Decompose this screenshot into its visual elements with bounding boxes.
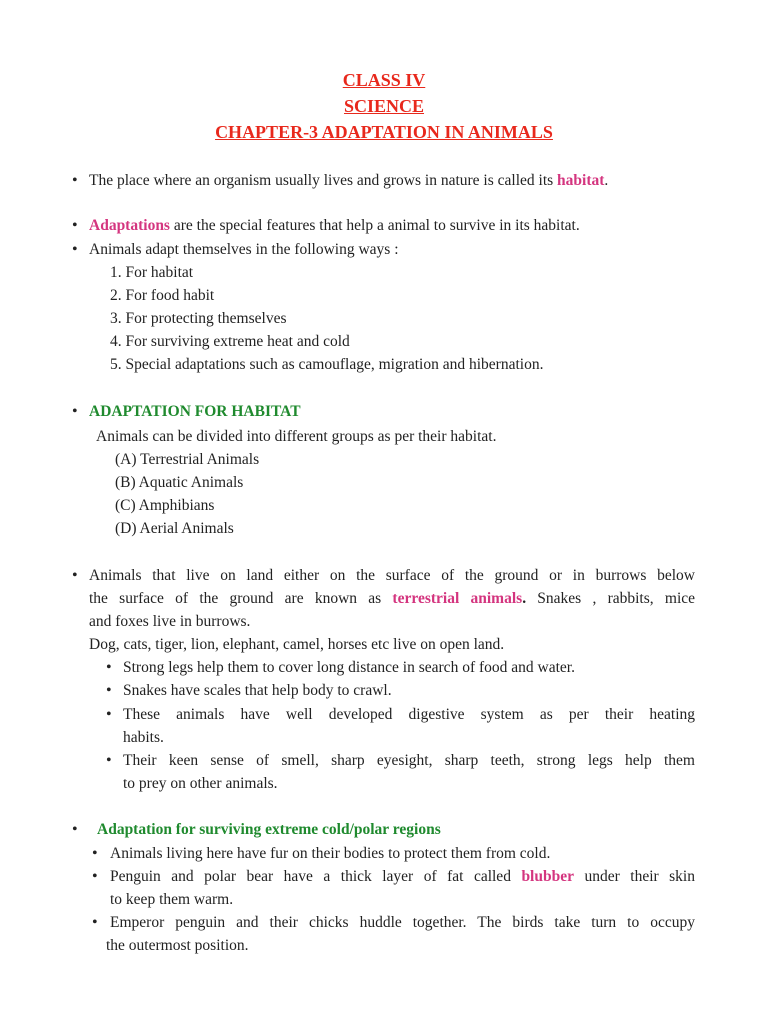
habitat-definition (89, 170, 608, 192)
cold-point: Animals living here have fur on their bodies to protect them from cold. (110, 845, 551, 862)
text: . (522, 590, 527, 607)
text: are the special features that help a animal to survive in its habitat. (169, 217, 580, 234)
bullet-icon: • (92, 868, 98, 885)
bullet-icon: • (106, 659, 112, 676)
terrestrial-line-4: Dog, cats, tiger, lion, elephant, camel, horses etc live on open land. (89, 636, 505, 653)
ways-item: 1. For habitat (110, 264, 194, 281)
terrestrial-point: These animals have well developed digestive system as per their heating (123, 706, 695, 723)
habitat-group: (A) Terrestrial Animals (115, 451, 260, 468)
subject-title: SCIENCE (343, 96, 425, 116)
bullet-icon: • (72, 403, 78, 420)
adaptations-term: Adaptations (89, 217, 170, 234)
terrestrial-point-cont: habits. (123, 729, 164, 746)
cold-point-cont: the outermost position. (106, 937, 249, 954)
habitat-group: (B) Aquatic Animals (115, 474, 244, 491)
habitat-section-heading: ADAPTATION FOR HABITAT (89, 403, 301, 420)
blubber-term: blubber (521, 868, 574, 885)
bullet-icon: • (72, 172, 78, 189)
text: The place where an organism usually lives and grows in nature is called its (89, 172, 558, 189)
habitat-section-intro: Animals can be divided into different groups as per their habitat. (96, 428, 497, 445)
cold-point (110, 866, 695, 888)
habitat-group: (D) Aerial Animals (115, 520, 234, 537)
text: under their skin (574, 868, 695, 885)
text: Penguin and polar bear have a thick layer of fat called (110, 868, 522, 885)
text: . (604, 172, 609, 189)
ways-item: 4. For surviving extreme heat and cold (110, 333, 350, 350)
habitat-group: (C) Amphibians (115, 497, 215, 514)
cold-point-cont: to keep them warm. (110, 891, 234, 908)
cold-point: Emperor penguin and their chicks huddle together. The birds take turn to occupy (110, 914, 695, 931)
bullet-icon: • (106, 682, 112, 699)
bullet-icon: • (72, 821, 78, 838)
terrestrial-line-2 (89, 588, 695, 610)
bullet-icon: • (92, 914, 98, 931)
text: Snakes , rabbits, mice (526, 590, 696, 607)
bullet-icon: • (72, 217, 78, 234)
bullet-icon: • (106, 752, 112, 769)
class-title: CLASS IV (342, 70, 426, 90)
terrestrial-point: Snakes have scales that help body to crawl. (123, 682, 392, 699)
terrestrial-point: Strong legs help them to cover long distance in search of food and water. (123, 659, 575, 676)
bullet-icon: • (72, 567, 78, 584)
terrestrial-term: terrestrial animals (392, 590, 523, 607)
bullet-icon: • (72, 241, 78, 258)
text: the surface of the ground are known as (89, 590, 393, 607)
ways-item: 2. For food habit (110, 287, 215, 304)
cold-section-heading: Adaptation for surviving extreme cold/polar regions (97, 821, 441, 838)
habitat-term: habitat (557, 172, 605, 189)
ways-intro: Animals adapt themselves in the following ways : (89, 241, 399, 258)
ways-item: 5. Special adaptations such as camouflage, migration and hibernation. (110, 356, 544, 373)
terrestrial-line-3: and foxes live in burrows. (89, 613, 251, 630)
chapter-title: CHAPTER-3 ADAPTATION IN ANIMALS (215, 122, 553, 142)
terrestrial-point: Their keen sense of smell, sharp eyesight, sharp teeth, strong legs help them (123, 752, 695, 769)
bullet-icon: • (106, 706, 112, 723)
terrestrial-point-cont: to prey on other animals. (123, 775, 278, 792)
bullet-icon: • (92, 845, 98, 862)
ways-item: 3. For protecting themselves (110, 310, 287, 327)
adaptation-definition (89, 215, 580, 237)
terrestrial-line-1: Animals that live on land either on the surface of the ground or in burrows below (89, 567, 695, 584)
